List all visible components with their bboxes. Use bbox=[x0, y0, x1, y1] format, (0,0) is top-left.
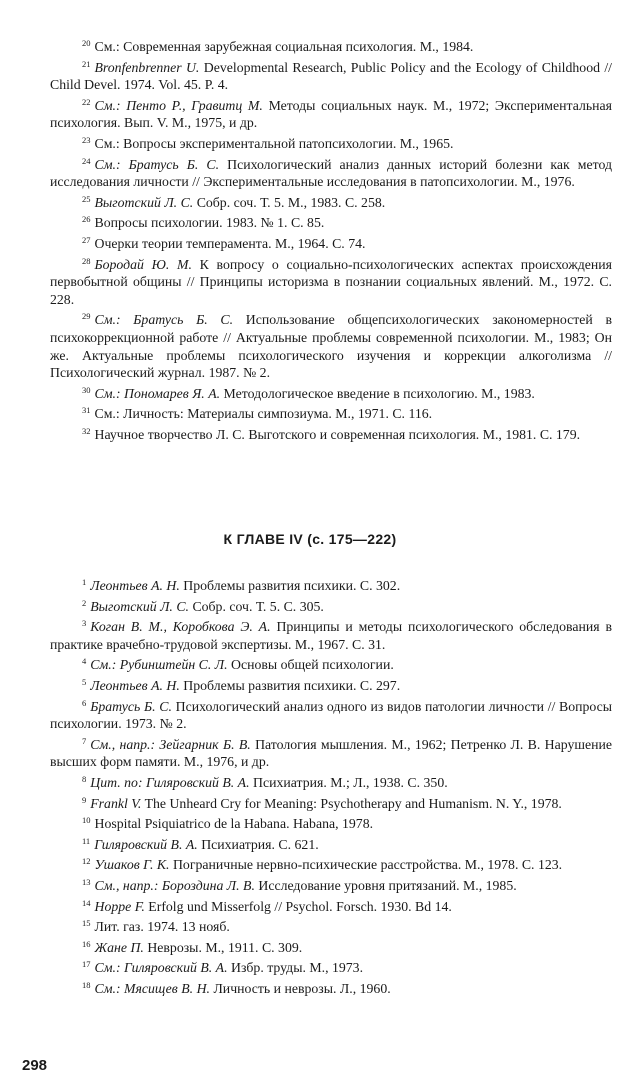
footnote-number: 7 bbox=[82, 735, 87, 746]
footnote-text: Исследование уровня притязаний. М., 1985. bbox=[258, 877, 517, 893]
footnote-number: 18 bbox=[82, 979, 91, 990]
footnote-author: См.: Мясищев В. Н. bbox=[94, 980, 210, 996]
footnote-text: Собр. соч. Т. 5. С. 305. bbox=[192, 598, 324, 614]
footnote bbox=[50, 792, 612, 813]
chapter-heading: К ГЛАВЕ IV (с. 175—222) bbox=[223, 531, 397, 547]
footnote-author: См.: Гиляровский В. А. bbox=[94, 960, 228, 976]
footnote bbox=[50, 232, 612, 253]
footnote-number: 28 bbox=[82, 255, 91, 266]
footnote-author: См.: Пенто Р., Гравитц М. bbox=[94, 97, 263, 113]
footnote-text: Developmental Research, Public Policy and the Ecology of Childhood // Child Devel. 1974. Vol. 45. P. 4. bbox=[50, 59, 613, 93]
footnote-author: См.: Братусь Б. С. bbox=[94, 156, 220, 172]
footnote bbox=[50, 382, 612, 403]
footnote-text: Пограничные нервно-психические расстройства. М., 1978. С. 123. bbox=[172, 857, 563, 873]
footnote-number: 17 bbox=[82, 959, 91, 970]
footnote-text: The Unheard Cry for Meaning: Psychotherapy and Humanism. N. Y., 1978. bbox=[144, 795, 562, 811]
footnote bbox=[50, 308, 612, 381]
footnote bbox=[50, 695, 612, 733]
footnote-author: Леонтьев А. Н. bbox=[90, 677, 180, 693]
footnote bbox=[50, 874, 612, 895]
footnote-number: 15 bbox=[82, 918, 91, 929]
footnote bbox=[50, 915, 612, 936]
footnote-author: Frankl V. bbox=[90, 795, 142, 811]
footnote-number: 27 bbox=[82, 234, 91, 245]
footnote-number: 26 bbox=[82, 214, 91, 225]
footnote-author: Выготский Л. С. bbox=[90, 598, 189, 614]
footnote-author: См.: Братусь Б. С. bbox=[94, 312, 234, 328]
footnote-text: Методологическое введение в психологию. М., 1983. bbox=[223, 385, 535, 401]
footnote-text: Патология мышления. М., 1962; Петренко Л. В. Нарушение высших форм памяти. М., 1976, и др. bbox=[50, 736, 613, 770]
footnote-number: 22 bbox=[82, 96, 91, 107]
footnote-author: Жане П. bbox=[94, 939, 144, 955]
footnote-text: Erfolg und Misserfolg // Psychol. Forsch. 1930. Bd 14. bbox=[148, 898, 452, 914]
footnote-author: См., напр.: Зейгарник Б. В. bbox=[90, 736, 251, 752]
footnote bbox=[50, 595, 612, 616]
footnotes-chapter-iv bbox=[50, 574, 612, 997]
footnote-text: Использование общепсихологических закономерностей в психокоррекционной работе // Актуальные проблемы современной психологии. М., 1983; Он же. Актуальные проблемы психологического изучения и коррекции алкоголизма // Психологический журнал. 1987. № 2. bbox=[50, 312, 612, 381]
footnote bbox=[50, 253, 612, 309]
footnote-text: Психиатрия. М.; Л., 1938. С. 350. bbox=[252, 774, 448, 790]
footnote bbox=[50, 211, 612, 232]
footnote bbox=[50, 895, 612, 916]
footnote-text: К вопросу о социально-психологических аспектах происхождения первобытной общины // Принципы историзма в познании социальных явлений. М., 1972. С. 228. bbox=[50, 256, 613, 307]
footnote-author: Цит. по: Гиляровский В. А. bbox=[90, 774, 250, 790]
footnote-author: Коган В. М., Коробкова Э. А. bbox=[90, 619, 271, 635]
footnote-author: Гиляровский В. А. bbox=[94, 836, 198, 852]
footnote-number: 23 bbox=[82, 134, 91, 145]
footnote-number: 3 bbox=[82, 618, 87, 629]
footnote-text: Психологический анализ данных историй болезни как метод исследования личности // Экспериментальные исследования в патопсихологии. М., 1976. bbox=[50, 156, 612, 190]
footnote bbox=[50, 853, 612, 874]
footnote bbox=[50, 771, 612, 792]
footnote-number: 16 bbox=[82, 938, 91, 949]
footnote-text: См.: Современная зарубежная социальная психология. М., 1984. bbox=[94, 39, 474, 54]
footnote-number: 1 bbox=[82, 577, 87, 587]
footnote-text: Проблемы развития психики. С. 302. bbox=[183, 578, 401, 593]
footnote-author: Bronfenbrenner U. bbox=[94, 59, 200, 75]
footnote-number: 11 bbox=[82, 835, 91, 846]
footnote-text: Психиатрия. С. 621. bbox=[201, 836, 319, 852]
footnote bbox=[50, 94, 612, 132]
footnote-text: См.: Вопросы экспериментальной патопсихологии. М., 1965. bbox=[94, 135, 454, 151]
footnote-author: См., напр.: Бороздина Л. В. bbox=[94, 877, 255, 893]
footnote-number: 24 bbox=[82, 155, 91, 166]
footnote bbox=[50, 132, 612, 153]
footnote-number: 5 bbox=[82, 676, 87, 687]
footnote-number: 30 bbox=[82, 384, 91, 395]
footnote-author: Бородай Ю. М. bbox=[94, 256, 192, 272]
footnote-number: 13 bbox=[82, 876, 91, 887]
footnotes-previous-chapter bbox=[50, 35, 612, 443]
footnote bbox=[50, 733, 612, 771]
footnote-text: Неврозы. М., 1911. С. 309. bbox=[147, 939, 303, 955]
footnote-text: Методы социальных наук. М., 1972; Экспериментальная психология. Вып. V. М., 1975, и др. bbox=[50, 97, 613, 131]
footnote-text: Собр. соч. Т. 5. М., 1983. С. 258. bbox=[196, 194, 386, 210]
footnote bbox=[50, 615, 612, 653]
footnote-number: 12 bbox=[82, 856, 91, 867]
footnote bbox=[50, 56, 612, 94]
footnote-text: Вопросы психологии. 1983. № 1. С. 85. bbox=[94, 215, 325, 231]
footnote-text: Лит. газ. 1974. 13 нояб. bbox=[94, 919, 230, 935]
footnote-text: Избр. труды. М., 1973. bbox=[231, 960, 364, 976]
footnote bbox=[50, 956, 612, 977]
footnote-number: 25 bbox=[82, 193, 91, 204]
footnote bbox=[50, 153, 612, 191]
footnote bbox=[50, 812, 612, 833]
footnote-text: Очерки теории темперамента. М., 1964. С. 74. bbox=[94, 235, 366, 251]
footnote bbox=[50, 833, 612, 854]
footnote-text: Личность и неврозы. Л., 1960. bbox=[213, 980, 391, 996]
footnote bbox=[50, 674, 612, 695]
footnote-author: См.: Пономарев Я. А. bbox=[94, 385, 221, 401]
footnote-text: Основы общей психологии. bbox=[231, 657, 394, 673]
footnote-number: 20 bbox=[82, 38, 91, 48]
footnote-number: 2 bbox=[82, 597, 87, 608]
footnote-text: Проблемы развития психики. С. 297. bbox=[183, 677, 401, 693]
footnote bbox=[50, 653, 612, 674]
footnote-author: Братусь Б. С. bbox=[90, 698, 172, 714]
footnote-author: Hoppe F. bbox=[94, 898, 145, 914]
footnote bbox=[50, 977, 612, 998]
footnote-author: См.: Рубинштейн С. Л. bbox=[90, 657, 228, 673]
footnote-number: 29 bbox=[82, 311, 91, 322]
footnote-number: 4 bbox=[82, 656, 87, 667]
footnote-text: Принципы и методы психологического обследования в практике врачебно-трудовой экспертизы. М., 1967. С. 31. bbox=[50, 619, 612, 652]
footnote-number: 9 bbox=[82, 794, 87, 805]
page-number: 298 bbox=[22, 1057, 48, 1074]
footnote-number: 14 bbox=[82, 897, 91, 908]
footnote-number: 6 bbox=[82, 697, 87, 708]
footnote-number: 21 bbox=[82, 58, 91, 69]
footnote bbox=[50, 574, 612, 595]
footnote-number: 32 bbox=[82, 425, 91, 436]
footnote-number: 31 bbox=[82, 405, 91, 416]
footnote-number: 10 bbox=[82, 815, 91, 826]
footnote-number: 8 bbox=[82, 773, 87, 784]
footnote bbox=[50, 423, 612, 444]
footnote bbox=[50, 35, 612, 56]
footnote-author: Ушаков Г. К. bbox=[94, 857, 170, 873]
footnote-text: Научное творчество Л. С. Выготского и современная психология. М., 1981. С. 179. bbox=[94, 426, 581, 442]
footnote bbox=[50, 936, 612, 957]
footnote-text: См.: Личность: Материалы симпозиума. М., 1971. С. 116. bbox=[94, 406, 433, 422]
footnote-text: Психологический анализ одного из видов патологии личности // Вопросы психологии. 1973. № 2. bbox=[50, 698, 613, 732]
footnote bbox=[50, 402, 612, 423]
footnote-author: Леонтьев А. Н. bbox=[90, 578, 180, 593]
footnote-author: Выготский Л. С. bbox=[94, 194, 194, 210]
footnote bbox=[50, 191, 612, 212]
footnote-text: Hospital Psiquiatrico de la Habana. Habana, 1978. bbox=[94, 816, 374, 832]
